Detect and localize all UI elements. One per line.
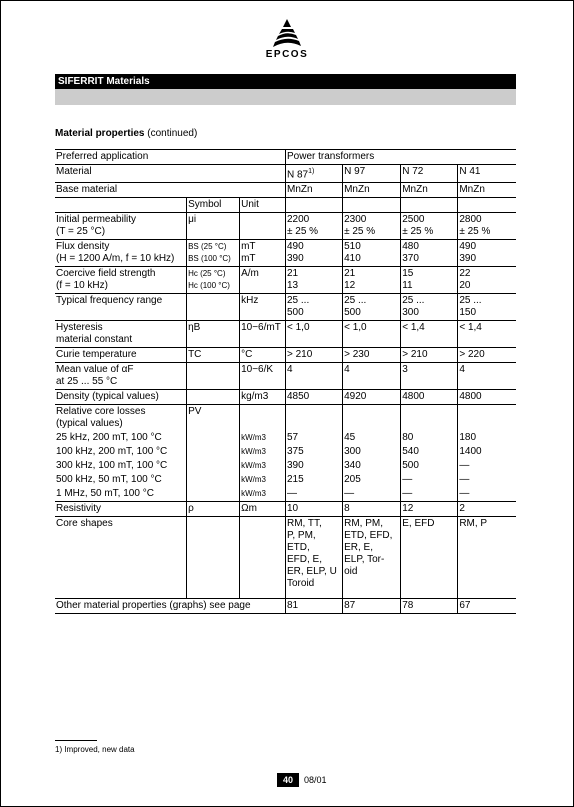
perm-tol: ± 25 % [459, 226, 491, 238]
coer-value: 13 [286, 280, 299, 292]
flux-value: 390 [286, 253, 304, 265]
unit-header: Unit [240, 198, 286, 213]
footnote: 1) Improved, new data [55, 745, 135, 754]
freq-value: 300 [402, 307, 419, 319]
flux-cell [458, 240, 516, 267]
freq-value: 150 [459, 307, 477, 319]
flux-value: 490 [286, 241, 304, 253]
resist-cell: 10 [285, 502, 342, 517]
loss-label: 1 MHz, 50 mT, 100 °C [55, 487, 187, 502]
shapes-line: RM, PM, [344, 518, 383, 530]
mean-label [55, 363, 187, 390]
loss-cell: — [285, 487, 342, 502]
footnote-ref: 1) [308, 168, 315, 175]
epcos-logo [262, 18, 312, 66]
coer-label-1: Coercive field strength [56, 268, 156, 280]
loss-cell: 540 [401, 445, 458, 459]
material-n87: N 87 [286, 169, 309, 181]
perm-tol: ± 25 % [402, 226, 434, 238]
flux-cell [285, 240, 342, 267]
loss-unit: kW/m3 [240, 487, 286, 502]
resist-unit: Ωm [240, 502, 286, 517]
empty-cell [343, 405, 401, 432]
table-row [55, 213, 516, 240]
table-row [55, 321, 516, 348]
empty-cell [187, 294, 240, 321]
resist-symbol: ρ [187, 502, 240, 517]
hyst-unit: 10−6/mT [240, 321, 286, 348]
table-row [55, 431, 516, 445]
dens-cell: 4800 [401, 390, 458, 405]
table-row [55, 473, 516, 487]
perm-cell [458, 213, 516, 240]
footnote-rule [55, 740, 97, 741]
other-cell: 81 [285, 599, 342, 614]
perm-tol: ± 25 % [286, 226, 319, 238]
empty-cell [401, 198, 458, 213]
other-cell: 87 [343, 599, 401, 614]
perm-cell [343, 213, 401, 240]
empty-cell [240, 405, 286, 432]
flux-label [55, 240, 187, 267]
header-band: SIFERRIT Materials [55, 74, 516, 89]
freq-cell [458, 294, 516, 321]
empty-cell [187, 445, 240, 459]
loss-cell: 45 [343, 431, 401, 445]
mean-cell: 4 [458, 363, 516, 390]
hyst-label [55, 321, 187, 348]
table-row [55, 502, 516, 517]
curie-symbol: TC [187, 348, 240, 363]
loss-unit: kW/m3 [240, 445, 286, 459]
loss-unit: kW/m3 [240, 459, 286, 473]
flux-sym-1: BS (25 °C) [188, 242, 227, 252]
base-cell: MnZn [458, 183, 516, 198]
curie-unit: °C [240, 348, 286, 363]
flux-value: 370 [402, 253, 419, 265]
pref-label: Preferred application [55, 150, 285, 165]
shapes-line: ER, E, [344, 542, 373, 554]
shapes-line: ETD, EFD, [344, 530, 393, 542]
table-row [55, 183, 516, 198]
coer-cell [458, 267, 516, 294]
mean-cell: 4 [285, 363, 342, 390]
perm-cell [401, 213, 458, 240]
loss-cell: 57 [285, 431, 342, 445]
loss-label: 25 kHz, 200 mT, 100 °C [56, 432, 162, 444]
flux-label-2: (H = 1200 A/m, f = 10 kHz) [56, 253, 175, 265]
freq-cell [285, 294, 342, 321]
table-row [55, 267, 516, 294]
freq-value: 25 ... [459, 295, 482, 307]
loss-head-label-1: Relative core losses [56, 406, 146, 418]
material-cell: N 72 [401, 165, 458, 183]
shapes-cell [401, 517, 458, 599]
coer-symbol [187, 267, 240, 294]
flux-cell [343, 240, 401, 267]
loss-cell: — [458, 473, 516, 487]
hyst-cell: < 1,4 [401, 321, 458, 348]
hyst-cell: < 1,0 [285, 321, 342, 348]
table-row [55, 294, 516, 321]
coer-value: 20 [459, 280, 471, 292]
table-row [55, 363, 516, 390]
shapes-line: oid [344, 566, 358, 578]
resist-cell: 2 [458, 502, 516, 517]
shapes-line: RM, P [459, 518, 488, 530]
freq-value: 500 [286, 307, 304, 319]
hyst-symbol: ηB [187, 321, 240, 348]
flux-unit-1: mT [241, 241, 256, 253]
loss-cell: 1400 [458, 445, 516, 459]
resist-label: Resistivity [55, 502, 187, 517]
logo-wordmark: EPCOS [265, 49, 309, 60]
dens-cell: 4850 [285, 390, 342, 405]
table-row [55, 198, 516, 213]
empty-cell [187, 390, 240, 405]
table-row [55, 445, 516, 459]
loss-cell: 80 [401, 431, 458, 445]
pref-value: Power transformers [285, 150, 516, 165]
hyst-label-2: material constant [56, 334, 133, 346]
perm-label-1: Initial permeability [56, 214, 137, 226]
freq-cell [343, 294, 401, 321]
shapes-cell [458, 517, 516, 599]
loss-label: 500 kHz, 50 mT, 100 °C [56, 474, 162, 486]
loss-symbol: PV [187, 405, 240, 432]
freq-value: 500 [344, 307, 361, 319]
dens-unit: kg/m3 [240, 390, 286, 405]
coer-value: 21 [286, 268, 299, 280]
base-cell: MnZn [343, 183, 401, 198]
coer-cell [401, 267, 458, 294]
empty-cell [458, 198, 516, 213]
empty-cell [187, 363, 240, 390]
issue-date: 08/01 [304, 775, 327, 785]
shapes-line: ETD, [286, 542, 310, 554]
empty-cell [187, 487, 240, 502]
loss-cell: — [401, 473, 458, 487]
flux-unit [240, 240, 286, 267]
shapes-line: E, EFD [402, 518, 435, 530]
table-row [55, 165, 516, 183]
loss-cell: — [458, 487, 516, 502]
base-label: Base material [55, 183, 285, 198]
empty-cell [187, 473, 240, 487]
epcos-logo-icon [272, 18, 302, 48]
loss-cell: 390 [285, 459, 342, 473]
shapes-cell [343, 517, 401, 599]
table-row [55, 459, 516, 473]
shapes-line: RM, TT, [286, 518, 322, 530]
loss-cell: 215 [285, 473, 342, 487]
flux-value: 480 [402, 241, 419, 253]
coer-unit: A/m [240, 267, 286, 294]
hyst-cell: < 1,0 [343, 321, 401, 348]
perm-value: 2800 [459, 214, 482, 226]
mean-unit: 10−6/K [240, 363, 286, 390]
flux-value: 490 [459, 241, 477, 253]
table-row [55, 599, 516, 614]
base-cell: MnZn [401, 183, 458, 198]
coer-label [55, 267, 187, 294]
loss-head-label-2: (typical values) [56, 418, 123, 430]
curie-cell: > 210 [285, 348, 342, 363]
material-cell: N 41 [458, 165, 516, 183]
empty-cell [458, 405, 516, 432]
freq-value: 25 ... [402, 295, 425, 307]
perm-cell [285, 213, 342, 240]
coer-value: 11 [402, 280, 413, 292]
dens-cell: 4920 [343, 390, 401, 405]
loss-cell: — [458, 459, 516, 473]
mean-cell: 4 [343, 363, 401, 390]
empty-cell [285, 198, 342, 213]
header-band-gray [55, 89, 516, 105]
other-cell: 67 [458, 599, 516, 614]
coer-label-2: (f = 10 kHz) [56, 280, 108, 292]
perm-value: 2300 [344, 214, 367, 226]
perm-value: 2500 [402, 214, 425, 226]
hyst-cell: < 1,4 [458, 321, 516, 348]
perm-value: 2200 [286, 214, 310, 226]
coer-sym-1: Hc (25 °C) [188, 269, 226, 279]
perm-symbol: μi [187, 213, 240, 240]
loss-cell: 340 [343, 459, 401, 473]
shapes-line: Toroid [286, 578, 315, 590]
freq-label: Typical frequency range [55, 294, 187, 321]
resist-cell: 12 [401, 502, 458, 517]
loss-cell: 375 [285, 445, 342, 459]
table-row [55, 517, 516, 599]
mean-cell: 3 [401, 363, 458, 390]
empty-cell [240, 517, 286, 599]
page-number: 40 [277, 773, 299, 787]
perm-label-2: (T = 25 °C) [56, 226, 106, 238]
loss-label: 100 kHz, 200 mT, 100 °C [56, 446, 168, 458]
coer-value: 15 [402, 268, 414, 280]
material-properties-table [55, 149, 516, 614]
table-row [55, 240, 516, 267]
flux-value: 410 [344, 253, 361, 265]
base-cell: MnZn [285, 183, 342, 198]
flux-unit-2: mT [241, 253, 256, 265]
table-row [55, 405, 516, 432]
coer-value: 21 [344, 268, 356, 280]
loss-label: 300 kHz, 100 mT, 100 °C [56, 460, 168, 472]
loss-head-label [55, 405, 187, 432]
flux-label-1: Flux density [56, 241, 110, 253]
flux-cell [401, 240, 458, 267]
curie-cell: > 220 [458, 348, 516, 363]
empty-cell [343, 198, 401, 213]
material-label: Material [55, 165, 285, 183]
coer-value: 12 [344, 280, 356, 292]
dens-label: Density (typical values) [55, 390, 187, 405]
other-cell: 78 [401, 599, 458, 614]
loss-unit: kW/m3 [240, 473, 286, 487]
shapes-cell [285, 517, 342, 599]
loss-cell: 300 [343, 445, 401, 459]
table-row [55, 390, 516, 405]
empty-cell [240, 213, 286, 240]
loss-unit: kW/m3 [240, 431, 286, 445]
section-title-bold: Material properties [55, 128, 145, 139]
curie-cell: > 230 [343, 348, 401, 363]
flux-value: 390 [459, 253, 477, 265]
empty-cell [401, 405, 458, 432]
shapes-line: ELP, Tor- [344, 554, 385, 566]
material-cell [285, 165, 342, 183]
coer-sym-2: Hc (100 °C) [188, 281, 230, 291]
loss-cell: 500 [401, 459, 458, 473]
perm-tol: ± 25 % [344, 226, 376, 238]
shapes-line: P, PM, [286, 530, 316, 542]
section-title-suffix: (continued) [144, 128, 198, 139]
table-row [55, 487, 516, 502]
mean-label-2: at 25 ... 55 °C [56, 376, 118, 388]
loss-cell: — [343, 487, 401, 502]
dens-cell: 4800 [458, 390, 516, 405]
other-label: Other material properties (graphs) see page [55, 599, 285, 614]
mean-label-1: Mean value of αF [56, 364, 134, 376]
symbol-header: Symbol [187, 198, 240, 213]
loss-cell: 205 [343, 473, 401, 487]
shapes-line: ER, ELP, U [286, 566, 337, 578]
coer-value: 22 [459, 268, 471, 280]
freq-value: 25 ... [286, 295, 310, 307]
freq-cell [401, 294, 458, 321]
hyst-label-1: Hysteresis [56, 322, 103, 334]
empty-cell [285, 405, 342, 432]
curie-cell: > 210 [401, 348, 458, 363]
resist-cell: 8 [343, 502, 401, 517]
table-row [55, 150, 516, 165]
empty-cell [187, 459, 240, 473]
coer-cell [285, 267, 342, 294]
curie-label: Curie temperature [55, 348, 187, 363]
loss-cell: 180 [458, 431, 516, 445]
shapes-label: Core shapes [55, 517, 187, 599]
material-cell: N 97 [343, 165, 401, 183]
loss-cell: — [401, 487, 458, 502]
coer-cell [343, 267, 401, 294]
shapes-line: EFD, E, [286, 554, 322, 566]
table-row [55, 348, 516, 363]
empty-cell [55, 198, 187, 213]
flux-value: 510 [344, 241, 361, 253]
empty-cell [187, 517, 240, 599]
perm-label [55, 213, 187, 240]
freq-unit: kHz [240, 294, 286, 321]
freq-value: 25 ... [344, 295, 367, 307]
flux-symbol [187, 240, 240, 267]
empty-cell [187, 431, 240, 445]
flux-sym-2: BS (100 °C) [188, 254, 231, 264]
section-title [55, 128, 197, 139]
